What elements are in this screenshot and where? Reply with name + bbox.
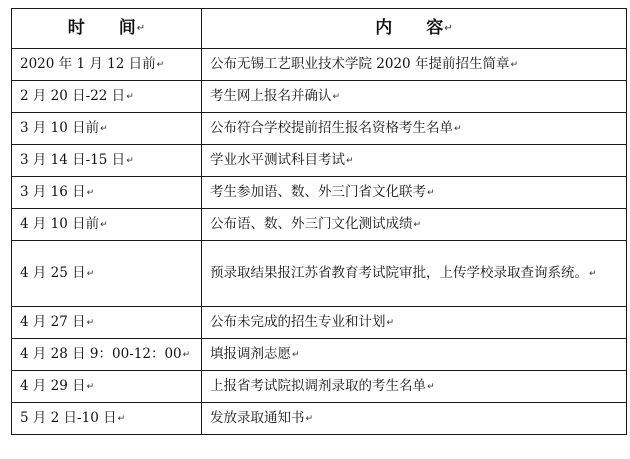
time-cell: 2020 年 1 月 12 日前↵ — [12, 49, 202, 81]
paragraph-mark-icon: ↵ — [100, 123, 108, 134]
header-content: 内 容↵ — [202, 9, 627, 49]
paragraph-mark-icon: ↵ — [86, 187, 95, 198]
table-row — [12, 209, 627, 241]
table-row — [12, 177, 627, 209]
paragraph-mark-icon: ↵ — [292, 349, 300, 360]
table-row — [12, 49, 627, 81]
paragraph-mark-icon: ↵ — [136, 23, 146, 34]
table-row — [12, 339, 627, 371]
content-cell: 公布符合学校提前招生报名资格考生名单↵ — [202, 113, 627, 145]
paragraph-mark-icon: ↵ — [86, 381, 95, 392]
paragraph-mark-icon: ↵ — [156, 59, 165, 70]
table-header-row — [12, 9, 627, 49]
table-row — [12, 307, 627, 339]
paragraph-mark-icon: ↵ — [589, 268, 597, 279]
content-cell: 发放录取通知书↵ — [202, 403, 627, 435]
time-cell: 2 月 20 日-22 日↵ — [12, 81, 202, 113]
paragraph-mark-icon: ↵ — [86, 317, 95, 328]
time-cell: 3 月 16 日↵ — [12, 177, 202, 209]
time-cell: 4 月 10 日前↵ — [12, 209, 202, 241]
paragraph-mark-icon: ↵ — [332, 91, 341, 102]
table-row — [12, 81, 627, 113]
schedule-table — [11, 8, 627, 435]
table-row — [12, 145, 627, 177]
paragraph-mark-icon: ↵ — [444, 23, 453, 34]
content-cell: 公布未完成的招生专业和计划↵ — [202, 307, 627, 339]
paragraph-mark-icon: ↵ — [427, 381, 435, 392]
time-cell: 5 月 2 日-10 日↵ — [12, 403, 202, 435]
content-cell: 预录取结果报江苏省教育考试院审批，上传学校录取查询系统。↵ — [202, 241, 627, 307]
content-cell: 学业水平测试科目考试↵ — [202, 145, 627, 177]
time-cell: 4 月 27 日↵ — [12, 307, 202, 339]
content-cell: 填报调剂志愿↵ — [202, 339, 627, 371]
table-row — [12, 113, 627, 145]
content-cell: 考生网上报名并确认↵ — [202, 81, 627, 113]
table-row — [12, 241, 627, 307]
paragraph-mark-icon: ↵ — [386, 317, 395, 328]
header-time: 时 间↵ — [12, 9, 202, 49]
time-cell: 3 月 10 日前↵ — [12, 113, 202, 145]
time-cell: 4 月 25 日↵ — [12, 241, 202, 307]
paragraph-mark-icon: ↵ — [454, 123, 462, 134]
paragraph-mark-icon: ↵ — [413, 219, 422, 230]
content-cell: 公布无锡工艺职业技术学院 2020 年提前招生简章↵ — [202, 49, 627, 81]
content-cell: 公布语、数、外三门文化测试成绩↵ — [202, 209, 627, 241]
time-cell: 4 月 29 日↵ — [12, 371, 202, 403]
paragraph-mark-icon: ↵ — [126, 155, 134, 166]
paragraph-mark-icon: ↵ — [346, 155, 354, 166]
table-row — [12, 403, 627, 435]
paragraph-mark-icon: ↵ — [305, 413, 314, 424]
paragraph-mark-icon: ↵ — [100, 219, 108, 230]
paragraph-mark-icon: ↵ — [117, 413, 126, 424]
paragraph-mark-icon: ↵ — [126, 91, 134, 102]
content-cell: 考生参加语、数、外三门省文化联考↵ — [202, 177, 627, 209]
paragraph-mark-icon: ↵ — [510, 59, 518, 70]
content-cell: 上报省考试院拟调剂录取的考生名单↵ — [202, 371, 627, 403]
paragraph-mark-icon: ↵ — [182, 349, 191, 360]
paragraph-mark-icon: ↵ — [427, 187, 435, 198]
time-cell: 4 月 28 日 9：00-12：00↵ — [12, 339, 202, 371]
time-cell: 3 月 14 日-15 日↵ — [12, 145, 202, 177]
table-row — [12, 371, 627, 403]
paragraph-mark-icon: ↵ — [86, 268, 95, 279]
